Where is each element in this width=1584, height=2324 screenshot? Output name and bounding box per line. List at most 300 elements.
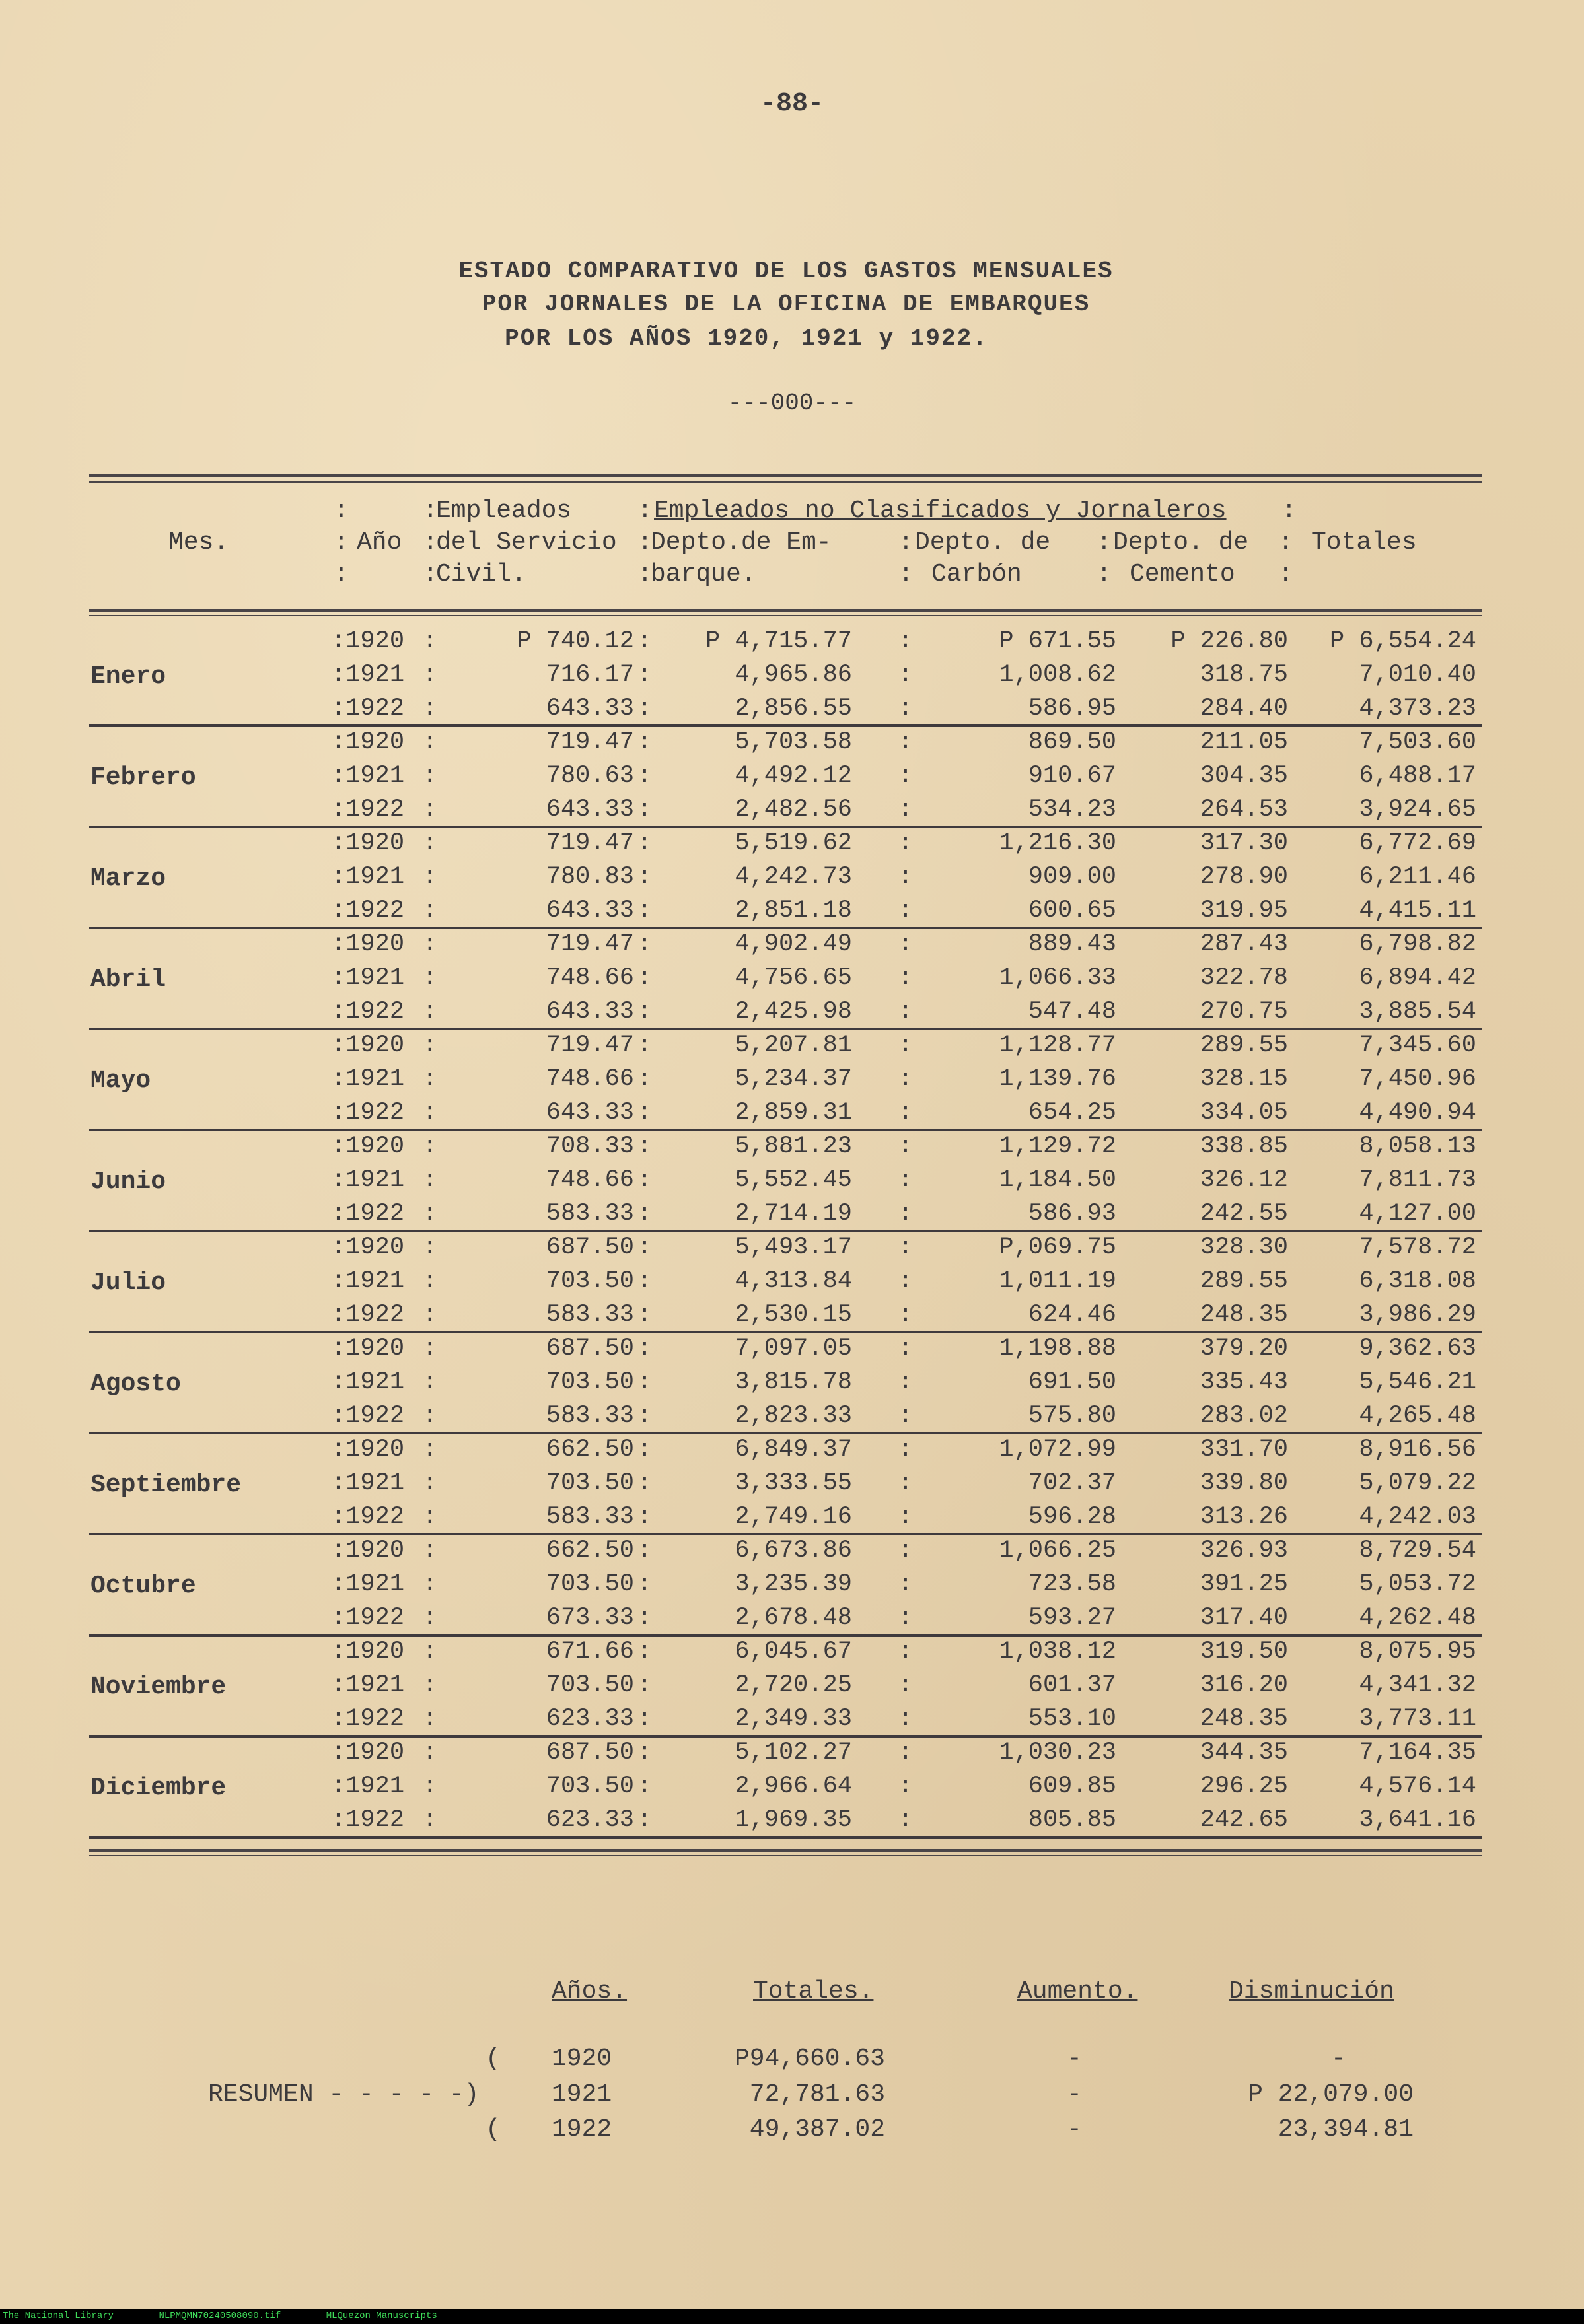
cell-colon: : bbox=[423, 1773, 437, 1800]
cell-year-value: 1920 bbox=[345, 1638, 405, 1666]
cell-civil: 703.50 bbox=[546, 1570, 634, 1598]
cell-cemento: 242.55 bbox=[1200, 1200, 1288, 1228]
cell-colon: : bbox=[331, 1570, 346, 1598]
cell-civil: 703.50 bbox=[546, 1368, 634, 1396]
cell-colon: : bbox=[898, 1234, 913, 1261]
bottom-rule bbox=[89, 1849, 1482, 1852]
archive-footer bbox=[0, 2309, 1584, 2324]
cell-carbon: 1,011.19 bbox=[999, 1267, 1116, 1295]
cell-colon: : bbox=[898, 931, 913, 958]
cell-colon: : bbox=[637, 1200, 652, 1227]
header-colon: : bbox=[1097, 528, 1112, 557]
cell-cemento: 328.30 bbox=[1200, 1234, 1288, 1261]
cell-colon: : bbox=[423, 1806, 437, 1833]
cell-colon: : bbox=[331, 897, 346, 925]
cell-colon: : bbox=[423, 1537, 437, 1564]
resumen-year: 1920 bbox=[552, 2045, 612, 2073]
resumen-header-anos: Años. bbox=[552, 1977, 628, 2006]
cell-year-value: 1922 bbox=[345, 1705, 405, 1733]
cell-year bbox=[331, 1301, 404, 1329]
cell-year bbox=[331, 829, 404, 857]
cell-civil: 583.33 bbox=[546, 1200, 634, 1228]
resumen-paren-1922: ( bbox=[486, 2115, 501, 2144]
cell-year bbox=[331, 1166, 404, 1194]
cell-year-value: 1921 bbox=[345, 1773, 405, 1800]
cell-year-value: 1920 bbox=[345, 931, 405, 958]
cell-cemento: P 226.80 bbox=[1170, 627, 1288, 655]
month-label: Octubre bbox=[90, 1572, 196, 1600]
cell-cemento: 339.80 bbox=[1200, 1469, 1288, 1497]
cell-embarque: 4,965.86 bbox=[735, 661, 852, 689]
cell-colon: : bbox=[331, 1402, 346, 1430]
cell-year-value: 1922 bbox=[345, 796, 405, 824]
cell-year-value: 1922 bbox=[345, 1301, 405, 1329]
cell-colon: : bbox=[423, 863, 437, 890]
resumen-label: RESUMEN - - - - -) bbox=[208, 2080, 480, 2109]
cell-colon: : bbox=[331, 1705, 346, 1733]
cell-colon: : bbox=[637, 1267, 652, 1294]
header-rule-2 bbox=[89, 615, 1482, 616]
month-label: Julio bbox=[90, 1269, 166, 1297]
cell-colon: : bbox=[423, 1469, 437, 1497]
cell-colon: : bbox=[898, 762, 913, 789]
cell-civil: P 740.12 bbox=[517, 627, 634, 655]
cell-colon: : bbox=[637, 1099, 652, 1126]
cell-cemento: 283.02 bbox=[1200, 1402, 1288, 1430]
month-label: Agosto bbox=[90, 1370, 181, 1398]
cell-year bbox=[331, 1705, 404, 1733]
title-line-2: POR JORNALES DE LA OFICINA DE EMBARQUES bbox=[482, 291, 1091, 318]
cell-colon: : bbox=[898, 1301, 913, 1328]
cell-embarque: 4,492.12 bbox=[735, 762, 852, 790]
cell-embarque: 2,749.16 bbox=[735, 1503, 852, 1531]
group-underline bbox=[89, 1735, 1482, 1738]
cell-colon: : bbox=[898, 1065, 913, 1092]
cell-cemento: 319.50 bbox=[1200, 1638, 1288, 1666]
cell-embarque: 2,720.25 bbox=[735, 1672, 852, 1699]
cell-total: 8,058.13 bbox=[1359, 1133, 1476, 1160]
cell-cemento: 304.35 bbox=[1200, 762, 1288, 790]
cell-embarque: 5,207.81 bbox=[735, 1032, 852, 1059]
group-underline bbox=[89, 1533, 1482, 1535]
cell-colon: : bbox=[898, 695, 913, 722]
cell-civil: 780.63 bbox=[546, 762, 634, 790]
cell-year bbox=[331, 1032, 404, 1059]
cell-cemento: 296.25 bbox=[1200, 1773, 1288, 1800]
cell-civil: 643.33 bbox=[546, 897, 634, 925]
cell-carbon: 702.37 bbox=[1028, 1469, 1116, 1497]
cell-cemento: 313.26 bbox=[1200, 1503, 1288, 1531]
cell-colon: : bbox=[423, 1301, 437, 1328]
cell-civil: 703.50 bbox=[546, 1469, 634, 1497]
cell-year bbox=[331, 1672, 404, 1699]
cell-civil: 719.47 bbox=[546, 728, 634, 756]
cell-year-value: 1920 bbox=[345, 1133, 405, 1160]
cell-colon: : bbox=[331, 695, 346, 722]
cell-year-value: 1922 bbox=[345, 1604, 405, 1632]
cell-cemento: 322.78 bbox=[1200, 964, 1288, 992]
cell-total: 4,576.14 bbox=[1359, 1773, 1476, 1800]
cell-embarque: 5,881.23 bbox=[735, 1133, 852, 1160]
page-number: -88- bbox=[760, 89, 824, 119]
cell-colon: : bbox=[423, 1604, 437, 1631]
cell-colon: : bbox=[637, 1773, 652, 1800]
cell-cemento: 319.95 bbox=[1200, 897, 1288, 925]
cell-civil: 673.33 bbox=[546, 1604, 634, 1632]
cell-colon: : bbox=[637, 1705, 652, 1732]
resumen-header-aumento: Aumento. bbox=[1017, 1977, 1138, 2006]
cell-year-value: 1921 bbox=[345, 1570, 405, 1598]
cell-colon: : bbox=[637, 1537, 652, 1564]
cell-colon: : bbox=[637, 1638, 652, 1665]
cell-carbon: 547.48 bbox=[1028, 998, 1116, 1026]
cell-year bbox=[331, 627, 404, 655]
cell-embarque: 5,519.62 bbox=[735, 829, 852, 857]
cell-colon: : bbox=[423, 1739, 437, 1766]
cell-total: 5,053.72 bbox=[1359, 1570, 1476, 1598]
cell-year bbox=[331, 762, 404, 790]
cell-colon: : bbox=[331, 931, 346, 958]
header-ano: Año bbox=[357, 528, 402, 557]
cell-embarque: 2,482.56 bbox=[735, 796, 852, 824]
cell-total: 8,075.95 bbox=[1359, 1638, 1476, 1666]
cell-carbon: 1,038.12 bbox=[999, 1638, 1116, 1666]
resumen-disminucion: 23,394.81 bbox=[1278, 2115, 1414, 2144]
cell-total: 6,318.08 bbox=[1359, 1267, 1476, 1295]
cell-total: 4,265.48 bbox=[1359, 1402, 1476, 1430]
cell-cemento: 317.30 bbox=[1200, 829, 1288, 857]
cell-carbon: 624.46 bbox=[1028, 1301, 1116, 1329]
resumen-aumento: - bbox=[1067, 2115, 1082, 2144]
cell-civil: 716.17 bbox=[546, 661, 634, 689]
cell-colon: : bbox=[331, 1773, 346, 1800]
cell-embarque: 4,242.73 bbox=[735, 863, 852, 891]
cell-colon: : bbox=[331, 998, 346, 1026]
cell-year-value: 1920 bbox=[345, 829, 405, 857]
cell-year-value: 1922 bbox=[345, 1503, 405, 1531]
cell-embarque: 4,313.84 bbox=[735, 1267, 852, 1295]
cell-embarque: 6,849.37 bbox=[735, 1436, 852, 1463]
cell-colon: : bbox=[423, 1570, 437, 1598]
cell-cemento: 242.65 bbox=[1200, 1806, 1288, 1834]
cell-carbon: 723.58 bbox=[1028, 1570, 1116, 1598]
cell-total: 7,450.96 bbox=[1359, 1065, 1476, 1093]
cell-embarque: 1,969.35 bbox=[735, 1806, 852, 1834]
cell-civil: 719.47 bbox=[546, 1032, 634, 1059]
cell-colon: : bbox=[898, 627, 913, 654]
cell-civil: 719.47 bbox=[546, 829, 634, 857]
cell-cemento: 326.93 bbox=[1200, 1537, 1288, 1565]
cell-carbon: 534.23 bbox=[1028, 796, 1116, 824]
cell-total: 6,488.17 bbox=[1359, 762, 1476, 790]
cell-embarque: 2,530.15 bbox=[735, 1301, 852, 1329]
cell-cemento: 317.40 bbox=[1200, 1604, 1288, 1632]
month-label: Abril bbox=[90, 966, 166, 994]
cell-colon: : bbox=[331, 863, 346, 891]
cell-total: 3,773.11 bbox=[1359, 1705, 1476, 1733]
cell-carbon: 691.50 bbox=[1028, 1368, 1116, 1396]
cell-cemento: 248.35 bbox=[1200, 1705, 1288, 1733]
cell-year-value: 1920 bbox=[345, 627, 405, 655]
cell-carbon: 1,066.25 bbox=[999, 1537, 1116, 1565]
cell-total: 5,546.21 bbox=[1359, 1368, 1476, 1396]
cell-total: 6,211.46 bbox=[1359, 863, 1476, 891]
cell-cemento: 318.75 bbox=[1200, 661, 1288, 689]
cell-cemento: 334.05 bbox=[1200, 1099, 1288, 1127]
cell-year bbox=[331, 728, 404, 756]
cell-year-value: 1922 bbox=[345, 998, 405, 1026]
cell-colon: : bbox=[331, 1604, 346, 1632]
cell-colon: : bbox=[898, 897, 913, 924]
cell-colon: : bbox=[898, 796, 913, 823]
group-underline bbox=[89, 826, 1482, 828]
cell-year-value: 1921 bbox=[345, 1166, 405, 1194]
cell-total: 6,894.42 bbox=[1359, 964, 1476, 992]
cell-colon: : bbox=[637, 796, 652, 823]
cell-colon: : bbox=[331, 661, 346, 689]
cell-colon: : bbox=[423, 1638, 437, 1665]
cell-year-value: 1920 bbox=[345, 1537, 405, 1565]
cell-civil: 687.50 bbox=[546, 1335, 634, 1362]
cell-year bbox=[331, 1604, 404, 1632]
cell-year bbox=[331, 1469, 404, 1497]
cell-year bbox=[331, 1335, 404, 1362]
cell-colon: : bbox=[423, 964, 437, 991]
cell-year-value: 1920 bbox=[345, 1032, 405, 1059]
cell-year bbox=[331, 661, 404, 689]
cell-colon: : bbox=[898, 1705, 913, 1732]
cell-civil: 703.50 bbox=[546, 1773, 634, 1800]
cell-year bbox=[331, 1133, 404, 1160]
cell-year-value: 1921 bbox=[345, 863, 405, 891]
cell-year-value: 1920 bbox=[345, 1739, 405, 1767]
cell-colon: : bbox=[637, 998, 652, 1025]
cell-embarque: 2,714.19 bbox=[735, 1200, 852, 1228]
cell-civil: 748.66 bbox=[546, 1065, 634, 1093]
cell-embarque: 2,856.55 bbox=[735, 695, 852, 722]
cell-carbon: 1,066.33 bbox=[999, 964, 1116, 992]
cell-carbon: 1,008.62 bbox=[999, 661, 1116, 689]
cell-colon: : bbox=[331, 1267, 346, 1295]
cell-colon: : bbox=[331, 728, 346, 756]
cell-colon: : bbox=[637, 1234, 652, 1261]
cell-civil: 583.33 bbox=[546, 1503, 634, 1531]
cell-colon: : bbox=[331, 1806, 346, 1834]
cell-cemento: 270.75 bbox=[1200, 998, 1288, 1026]
cell-colon: : bbox=[331, 1503, 346, 1531]
cell-colon: : bbox=[637, 1368, 652, 1395]
month-label: Noviembre bbox=[90, 1673, 227, 1701]
resumen-header-disminucion: Disminución bbox=[1229, 1977, 1394, 2006]
cell-colon: : bbox=[331, 1739, 346, 1767]
cell-colon: : bbox=[423, 627, 437, 654]
cell-total: 4,127.00 bbox=[1359, 1200, 1476, 1228]
cell-colon: : bbox=[331, 1032, 346, 1059]
cell-carbon: 909.00 bbox=[1028, 863, 1116, 891]
cell-colon: : bbox=[898, 1267, 913, 1294]
cell-cemento: 248.35 bbox=[1200, 1301, 1288, 1329]
header-rule bbox=[89, 609, 1482, 612]
cell-year bbox=[331, 1234, 404, 1261]
cell-civil: 623.33 bbox=[546, 1806, 634, 1834]
cell-embarque: 2,425.98 bbox=[735, 998, 852, 1026]
header-civil-3: Civil. bbox=[436, 560, 526, 588]
cell-embarque: 2,966.64 bbox=[735, 1773, 852, 1800]
cell-total: 4,341.32 bbox=[1359, 1672, 1476, 1699]
cell-total: 5,079.22 bbox=[1359, 1469, 1476, 1497]
cell-total: 3,924.65 bbox=[1359, 796, 1476, 824]
header-colon: : bbox=[334, 560, 349, 588]
header-embarque-2: barque. bbox=[651, 560, 756, 588]
cell-colon: : bbox=[637, 1402, 652, 1429]
cell-year bbox=[331, 863, 404, 891]
cell-colon: : bbox=[331, 1672, 346, 1699]
cell-total: 8,916.56 bbox=[1359, 1436, 1476, 1463]
cell-colon: : bbox=[637, 1469, 652, 1497]
header-mes: Mes. bbox=[168, 528, 229, 557]
cell-carbon: 1,139.76 bbox=[999, 1065, 1116, 1093]
header-colon: : bbox=[637, 528, 653, 557]
cell-total: 4,373.23 bbox=[1359, 695, 1476, 722]
cell-civil: 687.50 bbox=[546, 1739, 634, 1767]
cell-year bbox=[331, 931, 404, 958]
header-colon: : bbox=[898, 560, 914, 588]
cell-colon: : bbox=[423, 1200, 437, 1227]
cell-colon: : bbox=[423, 1402, 437, 1429]
cell-year-value: 1921 bbox=[345, 1065, 405, 1093]
cell-colon: : bbox=[423, 998, 437, 1025]
cell-year bbox=[331, 1099, 404, 1127]
cell-colon: : bbox=[637, 1806, 652, 1833]
cell-colon: : bbox=[898, 1739, 913, 1766]
cell-colon: : bbox=[423, 1705, 437, 1732]
header-colon: : bbox=[423, 560, 438, 588]
cell-total: 4,415.11 bbox=[1359, 897, 1476, 925]
cell-colon: : bbox=[331, 964, 346, 992]
header-embarque-1: Depto.de Em- bbox=[651, 528, 832, 557]
cell-carbon: 609.85 bbox=[1028, 1773, 1116, 1800]
cell-embarque: 5,102.27 bbox=[735, 1739, 852, 1767]
cell-year bbox=[331, 1570, 404, 1598]
group-underline bbox=[89, 1432, 1482, 1434]
cell-colon: : bbox=[331, 1537, 346, 1565]
cell-colon: : bbox=[637, 1032, 652, 1059]
cell-colon: : bbox=[331, 796, 346, 824]
cell-embarque: 5,703.58 bbox=[735, 728, 852, 756]
cell-colon: : bbox=[331, 1133, 346, 1160]
cell-civil: 643.33 bbox=[546, 998, 634, 1026]
cell-embarque: 7,097.05 bbox=[735, 1335, 852, 1362]
cell-total: 6,798.82 bbox=[1359, 931, 1476, 958]
resumen-header-totales: Totales. bbox=[753, 1977, 874, 2006]
cell-civil: 780.83 bbox=[546, 863, 634, 891]
cell-civil: 708.33 bbox=[546, 1133, 634, 1160]
group-underline bbox=[89, 927, 1482, 929]
cell-colon: : bbox=[423, 1133, 437, 1160]
cell-cemento: 344.35 bbox=[1200, 1739, 1288, 1767]
resumen-disminucion: P 22,079.00 bbox=[1248, 2080, 1414, 2109]
cell-year bbox=[331, 1436, 404, 1463]
resumen-year: 1922 bbox=[552, 2115, 612, 2144]
cell-total: 3,885.54 bbox=[1359, 998, 1476, 1026]
cell-colon: : bbox=[898, 661, 913, 688]
cell-embarque: 2,349.33 bbox=[735, 1705, 852, 1733]
cell-year-value: 1921 bbox=[345, 1672, 405, 1699]
cell-carbon: 596.28 bbox=[1028, 1503, 1116, 1531]
group-underline bbox=[89, 1836, 1482, 1839]
month-label: Enero bbox=[90, 662, 166, 691]
cell-embarque: 2,859.31 bbox=[735, 1099, 852, 1127]
cell-year-value: 1922 bbox=[345, 1200, 405, 1228]
cell-civil: 643.33 bbox=[546, 695, 634, 722]
resumen-aumento: - bbox=[1067, 2045, 1082, 2073]
month-label: Junio bbox=[90, 1168, 166, 1196]
cell-civil: 671.66 bbox=[546, 1638, 634, 1666]
cell-carbon: 593.27 bbox=[1028, 1604, 1116, 1632]
cell-colon: : bbox=[331, 762, 346, 790]
cell-colon: : bbox=[331, 829, 346, 857]
title-line-1: ESTADO COMPARATIVO DE LOS GASTOS MENSUALES bbox=[458, 258, 1114, 285]
resumen-year: 1921 bbox=[552, 2080, 612, 2109]
cell-total: 7,578.72 bbox=[1359, 1234, 1476, 1261]
cell-embarque: 5,493.17 bbox=[735, 1234, 852, 1261]
cell-civil: 662.50 bbox=[546, 1436, 634, 1463]
cell-civil: 719.47 bbox=[546, 931, 634, 958]
group-underline bbox=[89, 1129, 1482, 1131]
cell-year bbox=[331, 1739, 404, 1767]
cell-colon: : bbox=[331, 1234, 346, 1261]
cell-year-value: 1920 bbox=[345, 1335, 405, 1362]
cell-colon: : bbox=[423, 931, 437, 958]
header-cemento-1: Depto. de bbox=[1113, 528, 1249, 557]
bottom-rule-2 bbox=[89, 1855, 1482, 1856]
header-colon: : bbox=[334, 497, 349, 525]
cell-total: 6,772.69 bbox=[1359, 829, 1476, 857]
cell-cemento: 331.70 bbox=[1200, 1436, 1288, 1463]
cell-colon: : bbox=[637, 695, 652, 722]
cell-year-value: 1921 bbox=[345, 964, 405, 992]
cell-carbon: 1,072.99 bbox=[999, 1436, 1116, 1463]
resumen-disminucion: - bbox=[1331, 2045, 1346, 2073]
resumen-aumento: - bbox=[1067, 2080, 1082, 2109]
cell-embarque: 5,552.45 bbox=[735, 1166, 852, 1194]
cell-colon: : bbox=[898, 1436, 913, 1463]
cell-colon: : bbox=[637, 627, 652, 654]
header-colon: : bbox=[423, 497, 438, 525]
cell-year-value: 1922 bbox=[345, 897, 405, 925]
cell-colon: : bbox=[898, 728, 913, 756]
cell-year-value: 1922 bbox=[345, 1806, 405, 1834]
cell-colon: : bbox=[423, 1368, 437, 1395]
cell-carbon: 586.95 bbox=[1028, 695, 1116, 722]
cell-colon: : bbox=[331, 1065, 346, 1093]
cell-colon: : bbox=[898, 1672, 913, 1699]
cell-year bbox=[331, 1806, 404, 1834]
cell-colon: : bbox=[331, 1166, 346, 1194]
cell-carbon: 1,198.88 bbox=[999, 1335, 1116, 1362]
cell-cemento: 287.43 bbox=[1200, 931, 1288, 958]
cell-carbon: 1,184.50 bbox=[999, 1166, 1116, 1194]
cell-colon: : bbox=[898, 1604, 913, 1631]
cell-colon: : bbox=[637, 1436, 652, 1463]
cell-colon: : bbox=[898, 1773, 913, 1800]
cell-total: 7,811.73 bbox=[1359, 1166, 1476, 1194]
cell-colon: : bbox=[331, 1335, 346, 1362]
cell-total: 7,164.35 bbox=[1359, 1739, 1476, 1767]
header-carbon-2: Carbón bbox=[931, 560, 1022, 588]
cell-colon: : bbox=[898, 1503, 913, 1530]
cell-colon: : bbox=[637, 1672, 652, 1699]
